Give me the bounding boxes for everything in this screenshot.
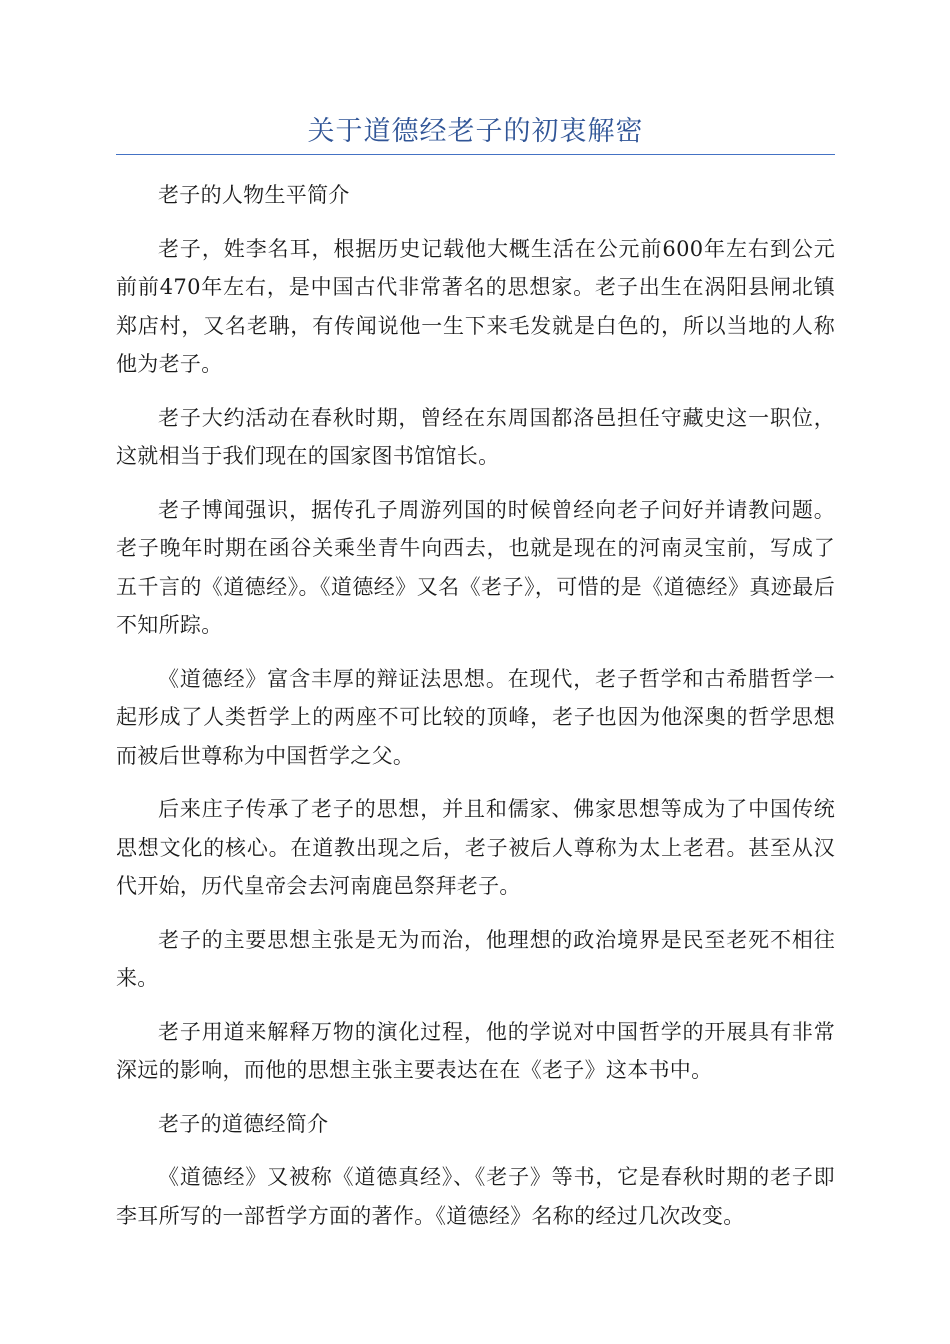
paragraph: 老子用道来解释万物的演化过程，他的学说对中国哲学的开展具有非常深远的影响，而他的思想主张主要表达在在《老子》这本书中。 bbox=[116, 1019, 835, 1082]
paragraph: 老子的主要思想主张是无为而治，他理想的政治境界是民至老死不相往来。 bbox=[116, 927, 835, 990]
paragraph: 老子，姓李名耳，根据历史记载他大概生活在公元前600年左右到公元前前470年左右，是中国古代非常著名的思想家。老子出生在涡阳县闸北镇郑店村，又名老聃，有传闻说他一生下来毛发就是白色的，所以当地的人称他为老子。 bbox=[116, 236, 835, 376]
paragraph: 《道德经》富含丰厚的辩证法思想。在现代，老子哲学和古希腊哲学一起形成了人类哲学上的两座不可比较的顶峰，老子也因为他深奥的哲学思想而被后世尊称为中国哲学之父。 bbox=[116, 666, 835, 768]
paragraph: 《道德经》又被称《道德真经》、《老子》等书，它是春秋时期的老子即李耳所写的一部哲学方面的著作。《道德经》名称的经过几次改变。 bbox=[116, 1165, 835, 1228]
document-body bbox=[116, 176, 835, 1250]
section-heading-daodejing: 老子的道德经简介 bbox=[158, 1111, 329, 1136]
section-heading-biography: 老子的人物生平简介 bbox=[158, 183, 350, 207]
document-title: 关于道德经老子的初衷解密 bbox=[307, 116, 644, 147]
paragraph: 老子大约活动在春秋时期，曾经在东周国都洛邑担任守藏史这一职位，这就相当于我们现在的国家图书馆馆长。 bbox=[116, 405, 835, 468]
title-underline bbox=[116, 154, 835, 155]
paragraph: 后来庄子传承了老子的思想，并且和儒家、佛家思想等成为了中国传统思想文化的核心。在道教出现之后，老子被后人尊称为太上老君。甚至从汉代开始，历代皇帝会去河南鹿邑祭拜老子。 bbox=[116, 797, 835, 898]
paragraph: 老子博闻强识，据传孔子周游列国的时候曾经向老子问好并请教问题。老子晚年时期在函谷关乘坐青牛向西去，也就是现在的河南灵宝前，写成了五千言的《道德经》。《道德经》又名《老子》，可惜的是《道德经》真迹最后不知所踪。 bbox=[116, 497, 835, 637]
